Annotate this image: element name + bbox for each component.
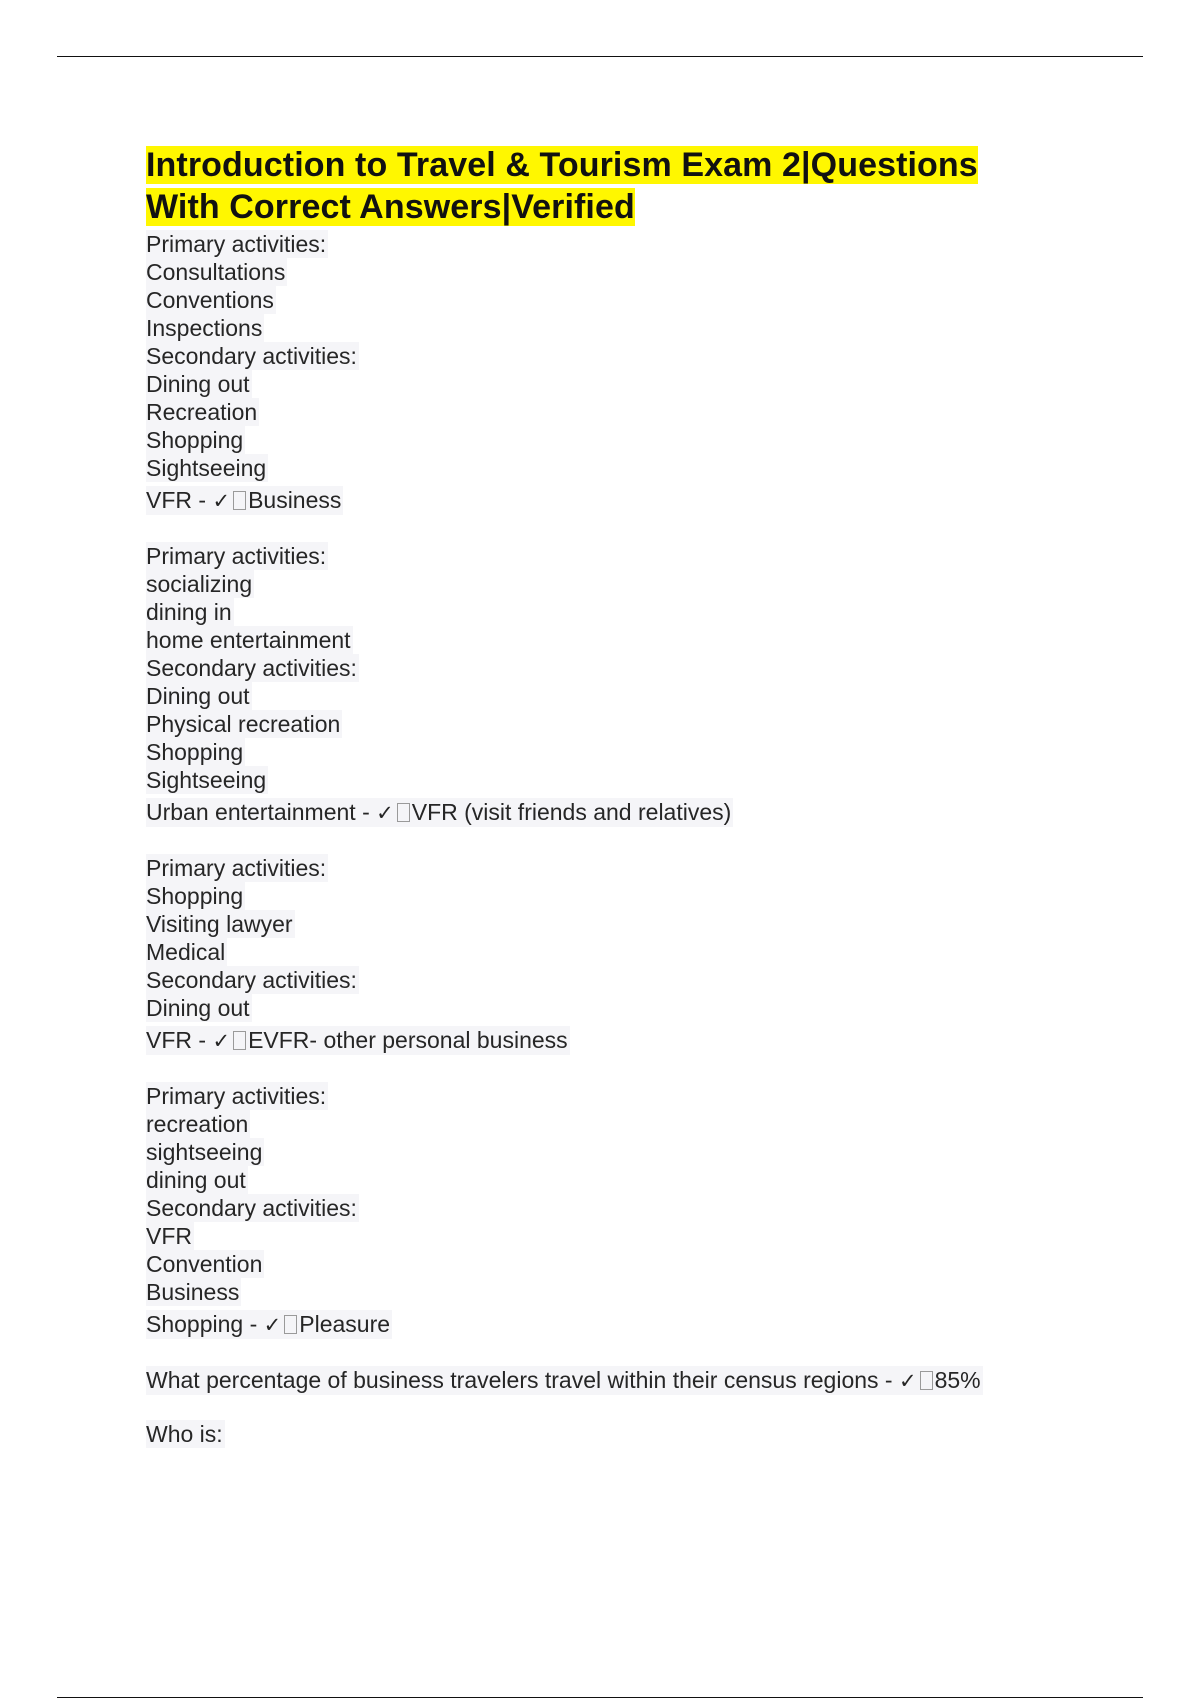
check-icon: ✓	[212, 1029, 231, 1053]
term-line: Consultations	[146, 259, 286, 285]
term-line: Convention	[146, 1251, 263, 1277]
title-line-1: Introduction to Travel & Tourism Exam 2|Questions	[146, 146, 978, 184]
term-line: Shopping	[146, 739, 244, 765]
question-term: Who is:	[146, 1421, 223, 1447]
term-line: Secondary activities:	[146, 655, 357, 681]
missing-glyph-icon	[284, 1315, 297, 1334]
missing-glyph-icon	[397, 803, 410, 822]
missing-glyph-icon	[233, 491, 246, 510]
qa-item	[146, 542, 1046, 827]
last-term: Shopping	[146, 1311, 244, 1337]
last-term: Urban entertainment	[146, 799, 356, 825]
term-line: Primary activities:	[146, 231, 327, 257]
term-line: Shopping	[146, 427, 244, 453]
answer-separator: -	[878, 1367, 899, 1393]
term-line: dining in	[146, 599, 232, 625]
term-line: Dining out	[146, 995, 250, 1021]
check-icon: ✓	[212, 489, 231, 513]
term-line: recreation	[146, 1111, 249, 1137]
answer-separator: -	[355, 799, 377, 825]
answer-text: Business	[248, 487, 342, 513]
term-line: Primary activities:	[146, 543, 327, 569]
qa-item	[146, 1082, 1046, 1339]
term-line: Secondary activities:	[146, 1195, 357, 1221]
term-line: socializing	[146, 571, 253, 597]
term-line: Physical recreation	[146, 711, 341, 737]
answer-separator: -	[192, 1027, 213, 1053]
term-line: Sightseeing	[146, 455, 267, 481]
term-line: VFR	[146, 1223, 192, 1249]
missing-glyph-icon	[233, 1031, 246, 1050]
qa-line-percentage	[146, 1366, 983, 1395]
answer-line	[146, 1310, 392, 1339]
top-rule	[57, 56, 1143, 57]
qa-item	[146, 854, 1046, 1055]
term-line: Dining out	[146, 683, 250, 709]
qa-item-who	[146, 1420, 1046, 1448]
term-line: sightseeing	[146, 1139, 263, 1165]
check-icon: ✓	[376, 801, 394, 825]
qa-item-percentage	[146, 1366, 1046, 1395]
missing-glyph-icon	[920, 1371, 933, 1390]
term-line: Shopping	[146, 883, 244, 909]
term-line: Primary activities:	[146, 1083, 327, 1109]
term-line: Dining out	[146, 371, 250, 397]
term-line: Secondary activities:	[146, 343, 357, 369]
answer-text: Pleasure	[299, 1311, 391, 1337]
answer-text: VFR (visit friends and relatives)	[411, 799, 732, 825]
answer-line	[146, 1026, 570, 1055]
last-term: VFR	[146, 487, 192, 513]
term-line: Sightseeing	[146, 767, 267, 793]
term-line: Conventions	[146, 287, 274, 313]
term-line: Recreation	[146, 399, 258, 425]
last-term: VFR	[146, 1027, 192, 1053]
title-line-2: With Correct Answers|Verified	[146, 188, 635, 226]
bottom-rule	[57, 1697, 1143, 1698]
term-line: Primary activities:	[146, 855, 327, 881]
answer-text: 85%	[934, 1367, 981, 1393]
qa-item	[146, 230, 1046, 515]
term-line: Inspections	[146, 315, 263, 341]
answer-text: EVFR- other personal business	[248, 1027, 568, 1053]
check-icon: ✓	[263, 1313, 282, 1337]
document-body	[146, 144, 1046, 1475]
check-icon: ✓	[898, 1369, 917, 1393]
answer-separator: -	[243, 1311, 264, 1337]
term-line: Secondary activities:	[146, 967, 357, 993]
question-term: What percentage of business travelers travel within their census regions	[146, 1367, 879, 1393]
qa-list	[146, 230, 1046, 1339]
answer-line	[146, 798, 733, 827]
answer-separator: -	[192, 487, 213, 513]
term-line: dining out	[146, 1167, 246, 1193]
term-line: home entertainment	[146, 627, 351, 653]
document-title	[146, 144, 1046, 228]
term-line: Visiting lawyer	[146, 911, 293, 937]
term-line: Medical	[146, 939, 226, 965]
answer-line	[146, 486, 343, 515]
term-line: Business	[146, 1279, 240, 1305]
